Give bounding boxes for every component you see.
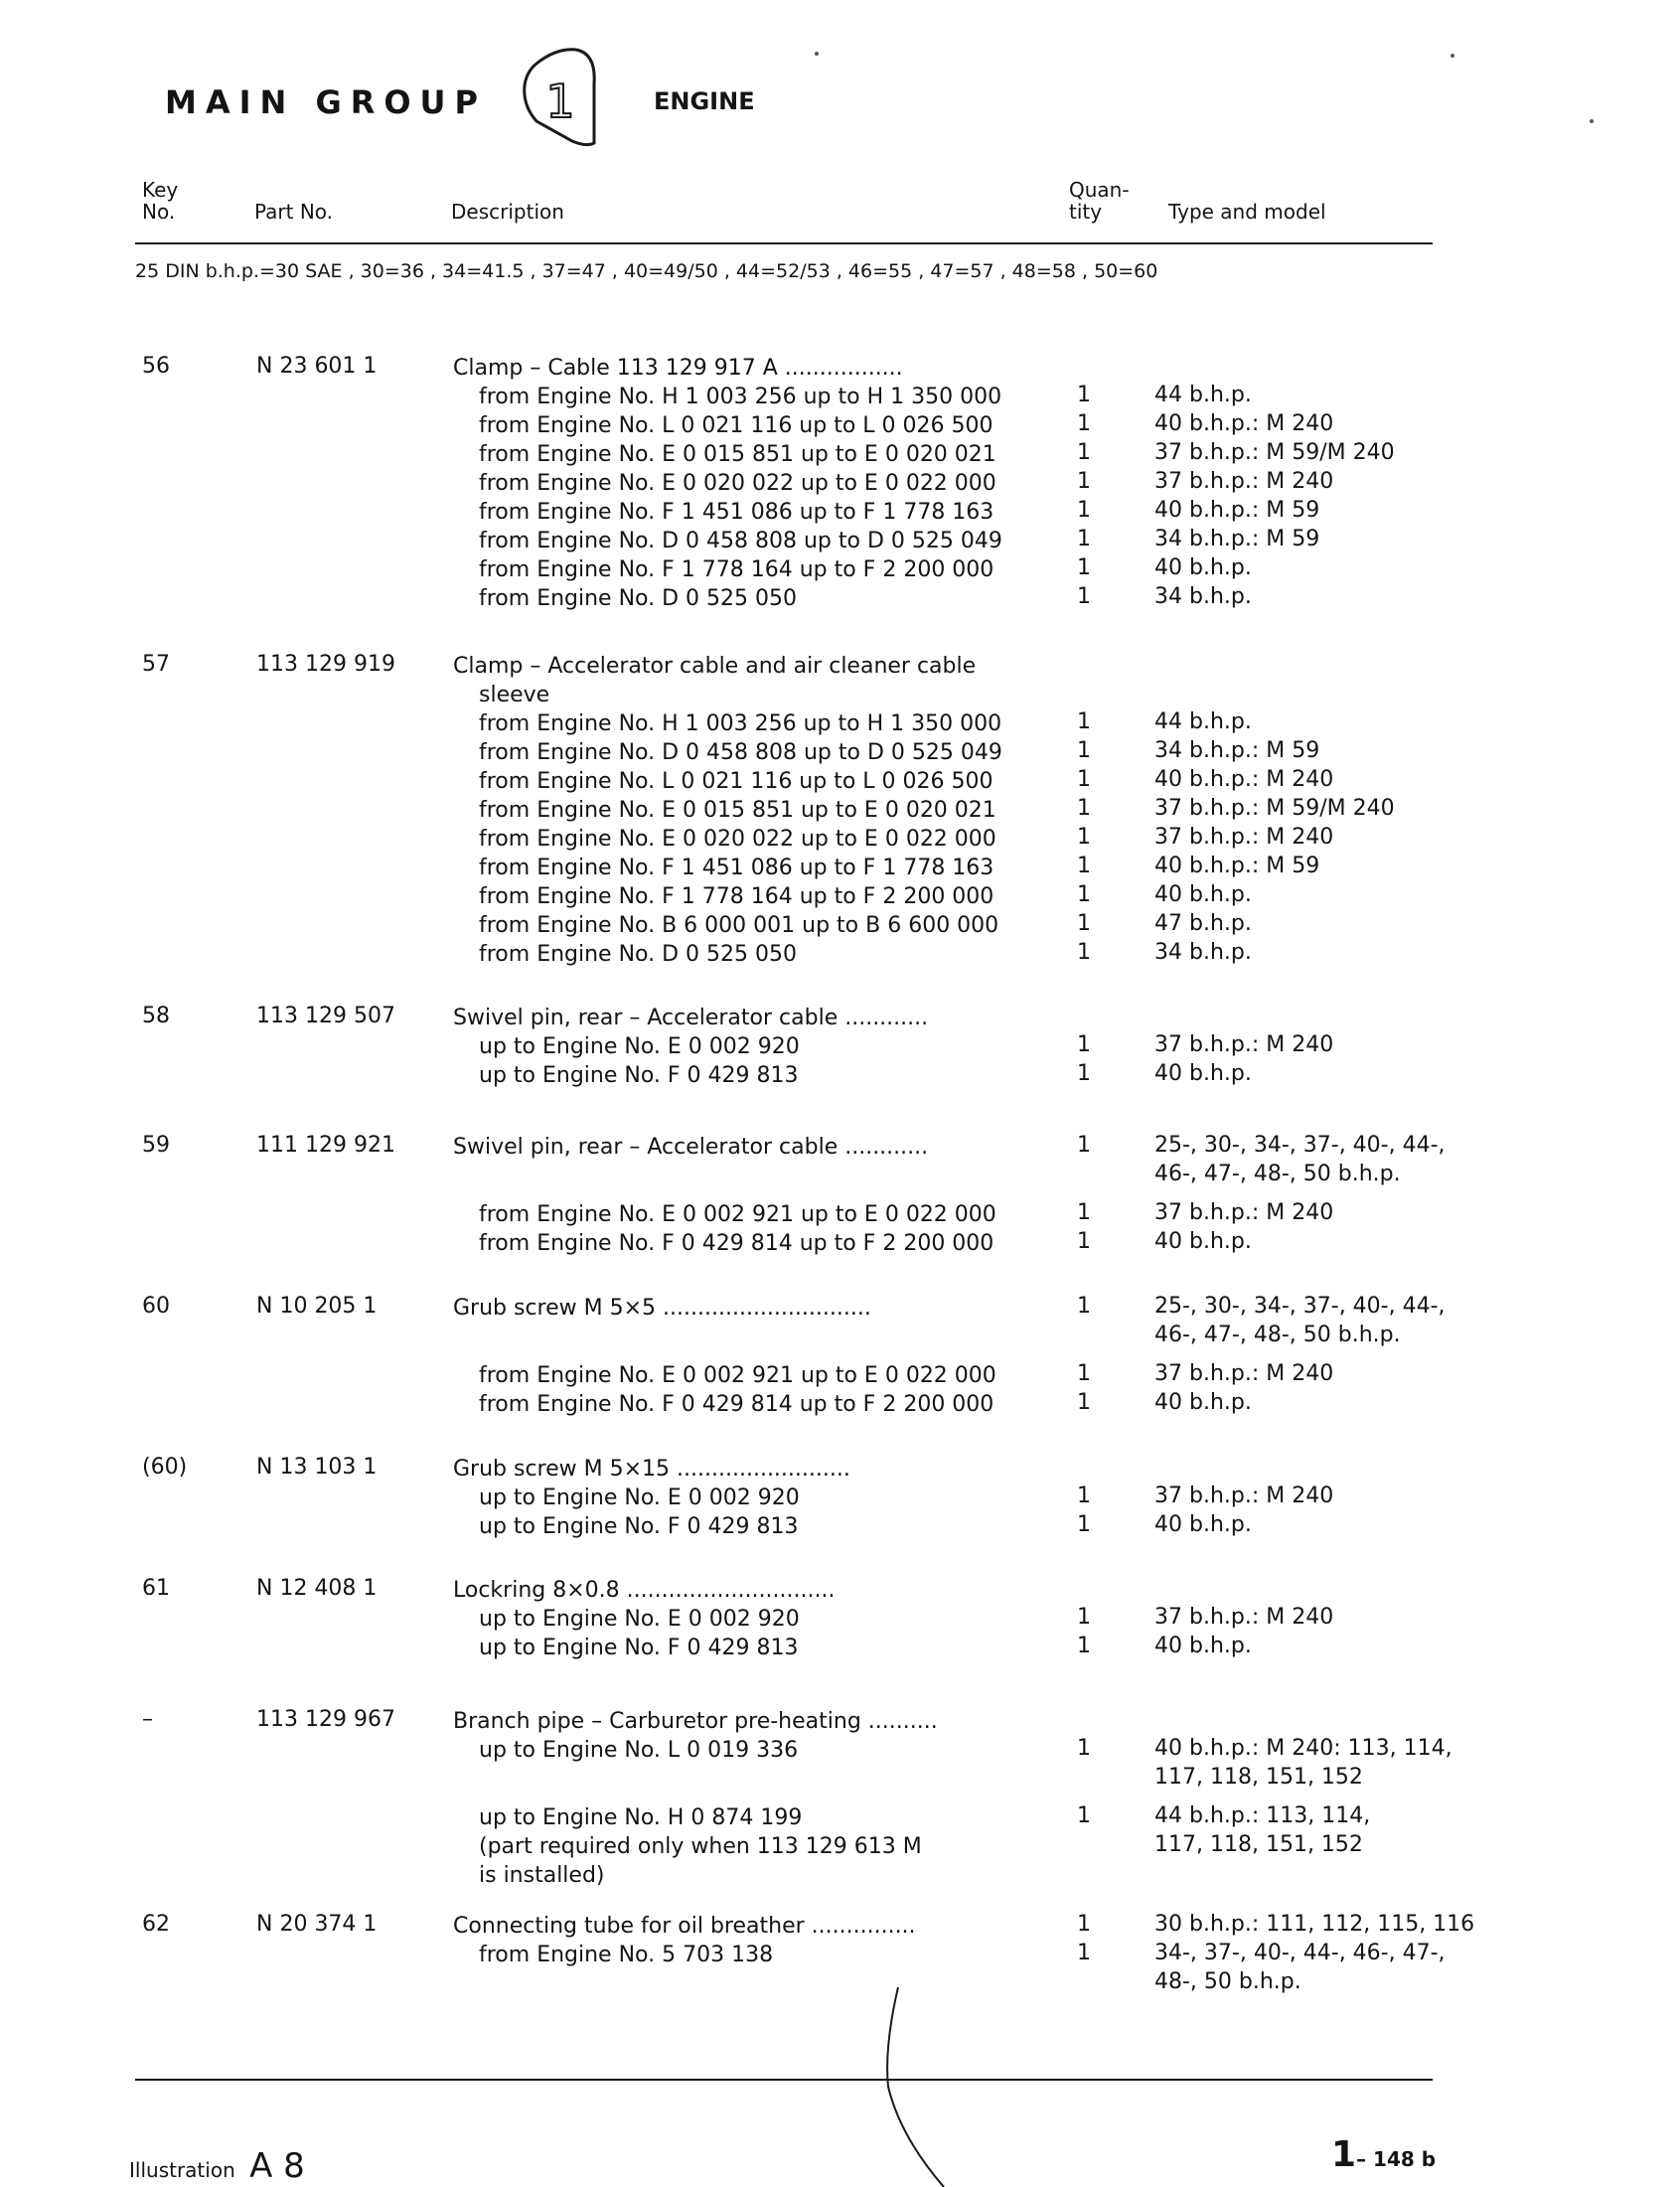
quantity: 1	[1077, 1229, 1091, 1254]
quantity: 1	[1077, 1912, 1091, 1937]
type-model: 40 b.h.p.: M 59	[1154, 498, 1320, 523]
type-model: 37 b.h.p.: M 240	[1154, 1032, 1334, 1057]
part-description: from Engine No. F 1 451 086 up to F 1 778 163	[479, 500, 994, 525]
quantity: 1	[1077, 825, 1091, 850]
type-model: 37 b.h.p.: M 240	[1154, 1200, 1334, 1225]
quantity: 1	[1077, 796, 1091, 821]
type-model: 25-, 30-, 34-, 37-, 40-, 44-,	[1154, 1133, 1446, 1158]
type-model: 37 b.h.p.: M 240	[1154, 1484, 1334, 1508]
type-model: 37 b.h.p.: M 240	[1154, 825, 1334, 850]
group-name: ENGINE	[654, 87, 755, 115]
group-number: 1	[545, 75, 575, 128]
quantity: 1	[1077, 1605, 1091, 1630]
part-number: N 20 374 1	[256, 1912, 378, 1937]
footer-rule	[135, 2079, 1433, 2081]
quantity: 1	[1077, 854, 1091, 878]
part-description: from Engine No. F 0 429 814 up to F 2 200 000	[479, 1392, 994, 1417]
part-description: up to Engine No. L 0 019 336	[479, 1738, 799, 1763]
col-key-no: Key No.	[142, 178, 179, 224]
key-number: 59	[142, 1133, 170, 1158]
type-model: 34 b.h.p.	[1154, 940, 1252, 965]
key-number: 62	[142, 1912, 170, 1937]
part-description: up to Engine No. H 0 874 199	[479, 1805, 803, 1830]
type-model: 25-, 30-, 34-, 37-, 40-, 44-,	[1154, 1294, 1446, 1319]
type-model: 34 b.h.p.: M 59	[1154, 738, 1320, 763]
part-number: 113 129 507	[256, 1004, 395, 1028]
part-description: (part required only when 113 129 613 M	[479, 1834, 922, 1859]
part-description: Clamp – Cable 113 129 917 A .................	[453, 356, 903, 381]
part-description: Grub screw M 5×5 ..............................	[453, 1296, 871, 1321]
quantity: 1	[1077, 1803, 1091, 1828]
part-description: up to Engine No. E 0 002 920	[479, 1485, 800, 1510]
header-rule	[135, 242, 1433, 244]
quantity: 1	[1077, 1361, 1091, 1386]
quantity: 1	[1077, 738, 1091, 763]
part-description: is installed)	[479, 1863, 605, 1888]
quantity: 1	[1077, 440, 1091, 465]
type-model: 46-, 47-, 48-, 50 b.h.p.	[1154, 1323, 1401, 1347]
quantity: 1	[1077, 911, 1091, 936]
part-description: up to Engine No. E 0 002 920	[479, 1607, 800, 1632]
quantity: 1	[1077, 555, 1091, 580]
part-description: from Engine No. E 0 020 022 up to E 0 022 000	[479, 827, 996, 852]
part-description: up to Engine No. F 0 429 813	[479, 1636, 799, 1660]
type-model: 40 b.h.p.: M 240: 113, 114,	[1154, 1736, 1452, 1761]
part-number: 113 129 967	[256, 1707, 395, 1732]
col-quantity: Quan- tity	[1069, 178, 1130, 224]
part-description: from Engine No. F 1 778 164 up to F 2 200 000	[479, 557, 994, 582]
key-number: –	[142, 1707, 153, 1732]
scan-speck	[1451, 54, 1454, 58]
type-model: 44 b.h.p.	[1154, 709, 1252, 734]
part-description: from Engine No. L 0 021 116 up to L 0 026 500	[479, 769, 993, 794]
illustration-ref: Illustration A 8	[129, 2146, 305, 2186]
part-description: from Engine No. F 1 778 164 up to F 2 200 000	[479, 884, 994, 909]
quantity: 1	[1077, 1061, 1091, 1086]
part-description: from Engine No. E 0 002 921 up to E 0 022 000	[479, 1202, 996, 1227]
type-model: 40 b.h.p.: M 240	[1154, 767, 1334, 792]
quantity: 1	[1077, 1294, 1091, 1319]
type-model: 44 b.h.p.	[1154, 383, 1252, 407]
part-description: from Engine No. D 0 525 050	[479, 942, 797, 967]
part-number: N 10 205 1	[256, 1294, 378, 1319]
part-description: from Engine No. F 1 451 086 up to F 1 778 163	[479, 856, 994, 880]
quantity: 1	[1077, 469, 1091, 494]
col-part-no: Part No.	[254, 200, 334, 224]
part-description: up to Engine No. E 0 002 920	[479, 1034, 800, 1059]
part-description: up to Engine No. F 0 429 813	[479, 1063, 799, 1088]
col-type-model: Type and model	[1168, 200, 1326, 224]
part-number: 113 129 919	[256, 652, 395, 677]
quantity: 1	[1077, 1941, 1091, 1965]
part-description: from Engine No. F 0 429 814 up to F 2 200 000	[479, 1231, 994, 1256]
col-description: Description	[451, 200, 564, 224]
type-model: 40 b.h.p.: M 240	[1154, 411, 1334, 436]
quantity: 1	[1077, 1736, 1091, 1761]
scan-speck	[815, 52, 819, 56]
part-description: from Engine No. B 6 000 001 up to B 6 600 000	[479, 913, 999, 938]
part-number: N 13 103 1	[256, 1455, 378, 1480]
type-model: 34-, 37-, 40-, 44-, 46-, 47-,	[1154, 1941, 1446, 1965]
quantity: 1	[1077, 1634, 1091, 1658]
quantity: 1	[1077, 411, 1091, 436]
part-description: Lockring 8×0.8 ..............................	[453, 1578, 836, 1603]
quantity: 1	[1077, 882, 1091, 907]
part-description: from Engine No. H 1 003 256 up to H 1 350 000	[479, 711, 1002, 736]
part-description: Grub screw M 5×15 .........................	[453, 1457, 850, 1482]
quantity: 1	[1077, 1032, 1091, 1057]
quantity: 1	[1077, 709, 1091, 734]
group-number-badge	[517, 44, 602, 151]
type-model: 34 b.h.p.	[1154, 584, 1252, 609]
part-description: Swivel pin, rear – Accelerator cable ............	[453, 1006, 929, 1030]
part-description: from Engine No. E 0 015 851 up to E 0 020 021	[479, 798, 996, 823]
type-model: 47 b.h.p.	[1154, 911, 1252, 936]
part-number: N 23 601 1	[256, 354, 378, 379]
page-number: 1– 148 b	[1331, 2134, 1437, 2175]
type-model: 40 b.h.p.	[1154, 1229, 1252, 1254]
type-model: 40 b.h.p.	[1154, 882, 1252, 907]
type-model: 40 b.h.p.	[1154, 1512, 1252, 1537]
type-model: 40 b.h.p.	[1154, 1390, 1252, 1415]
type-model: 44 b.h.p.: 113, 114,	[1154, 1803, 1371, 1828]
pen-stroke-mark	[874, 1987, 993, 2187]
quantity: 1	[1077, 383, 1091, 407]
part-description: from Engine No. E 0 002 921 up to E 0 022 000	[479, 1363, 996, 1388]
part-description: from Engine No. H 1 003 256 up to H 1 350 000	[479, 385, 1002, 409]
quantity: 1	[1077, 527, 1091, 551]
key-number: 60	[142, 1294, 170, 1319]
key-number: 56	[142, 354, 170, 379]
type-model: 37 b.h.p.: M 240	[1154, 469, 1334, 494]
part-description: from Engine No. E 0 020 022 up to E 0 022 000	[479, 471, 996, 496]
part-description: Branch pipe – Carburetor pre-heating ..........	[453, 1709, 938, 1734]
type-model: 37 b.h.p.: M 59/M 240	[1154, 440, 1395, 465]
type-model: 37 b.h.p.: M 240	[1154, 1605, 1334, 1630]
quantity: 1	[1077, 1390, 1091, 1415]
part-description: up to Engine No. F 0 429 813	[479, 1514, 799, 1539]
part-description: Connecting tube for oil breather ...............	[453, 1914, 916, 1939]
type-model: 37 b.h.p.: M 240	[1154, 1361, 1334, 1386]
scan-speck	[1590, 119, 1594, 123]
type-model: 34 b.h.p.: M 59	[1154, 527, 1320, 551]
type-model: 40 b.h.p.: M 59	[1154, 854, 1320, 878]
type-model: 30 b.h.p.: 111, 112, 115, 116	[1154, 1912, 1475, 1937]
quantity: 1	[1077, 1133, 1091, 1158]
quantity: 1	[1077, 584, 1091, 609]
quantity: 1	[1077, 1512, 1091, 1537]
part-number: N 12 408 1	[256, 1576, 378, 1601]
quantity: 1	[1077, 940, 1091, 965]
key-number: 61	[142, 1576, 170, 1601]
type-model: 40 b.h.p.	[1154, 1634, 1252, 1658]
part-description: sleeve	[479, 683, 550, 707]
part-number: 111 129 921	[256, 1133, 395, 1158]
part-description: Clamp – Accelerator cable and air cleaner cable	[453, 654, 977, 679]
quantity: 1	[1077, 1200, 1091, 1225]
quantity: 1	[1077, 1484, 1091, 1508]
key-number: 57	[142, 652, 170, 677]
part-description: from Engine No. E 0 015 851 up to E 0 020 021	[479, 442, 996, 467]
part-description: from Engine No. 5 703 138	[479, 1943, 774, 1967]
hp-conversion-note: 25 DIN b.h.p.=30 SAE , 30=36 , 34=41.5 , 37=47 , 40=49/50 , 44=52/53 , 46=55 , 47=57 , 48=58 , 50=60	[135, 260, 1158, 282]
quantity: 1	[1077, 498, 1091, 523]
part-description: from Engine No. D 0 458 808 up to D 0 525 049	[479, 740, 1002, 765]
type-model: 48-, 50 b.h.p.	[1154, 1969, 1301, 1994]
type-model: 117, 118, 151, 152	[1154, 1765, 1363, 1790]
part-description: from Engine No. D 0 458 808 up to D 0 525 049	[479, 529, 1002, 553]
type-model: 40 b.h.p.	[1154, 1061, 1252, 1086]
part-description: Swivel pin, rear – Accelerator cable ............	[453, 1135, 929, 1160]
key-number: 58	[142, 1004, 170, 1028]
type-model: 37 b.h.p.: M 59/M 240	[1154, 796, 1395, 821]
type-model: 40 b.h.p.	[1154, 555, 1252, 580]
type-model: 117, 118, 151, 152	[1154, 1832, 1363, 1857]
main-group-title: MAIN GROUP	[165, 83, 487, 121]
key-number: (60)	[142, 1455, 188, 1480]
part-description: from Engine No. L 0 021 116 up to L 0 026 500	[479, 413, 993, 438]
part-description: from Engine No. D 0 525 050	[479, 586, 797, 611]
type-model: 46-, 47-, 48-, 50 b.h.p.	[1154, 1162, 1401, 1186]
quantity: 1	[1077, 767, 1091, 792]
